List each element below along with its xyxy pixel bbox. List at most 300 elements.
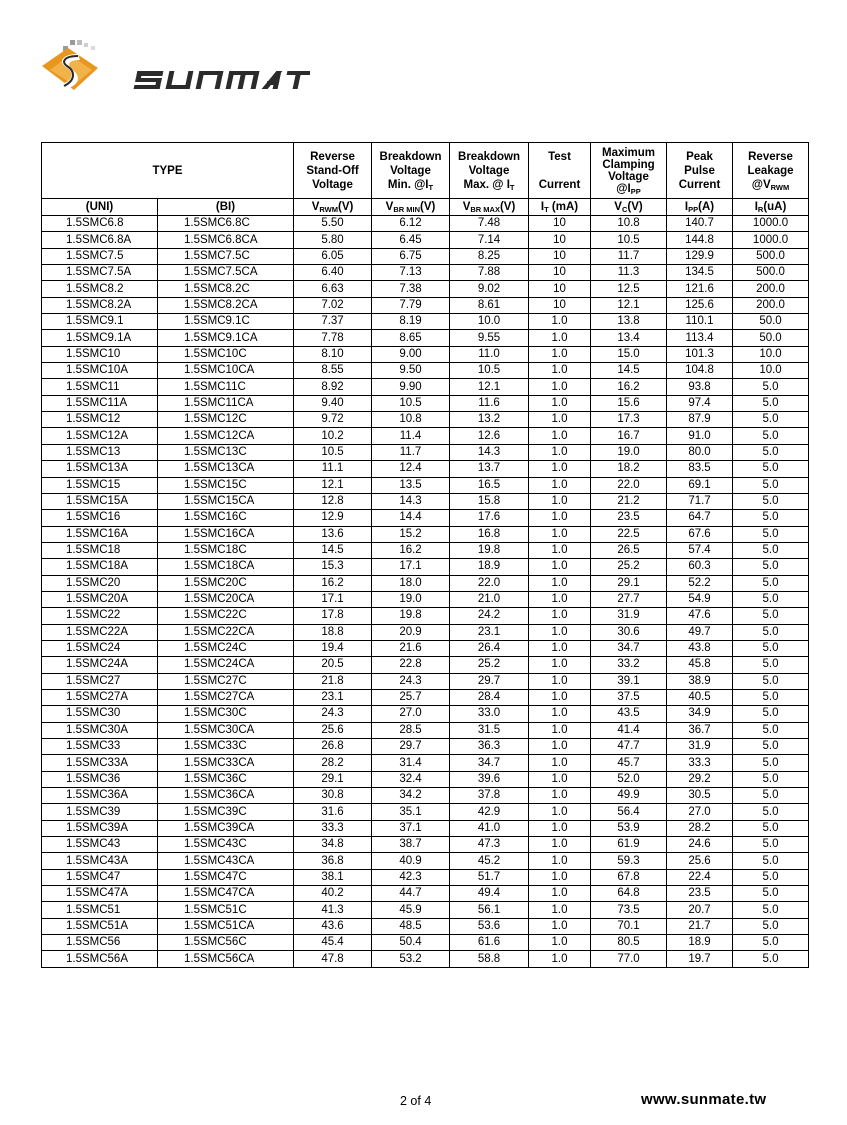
cell-bi: 1.5SMC16C: [158, 510, 294, 526]
unit-vbrmax-main: V: [462, 201, 471, 213]
cell-vc: 43.5: [591, 706, 667, 722]
cell-vc: 23.5: [591, 510, 667, 526]
unit-ir-main: I: [754, 201, 758, 213]
cell-ipp: 47.6: [667, 608, 733, 624]
cell-bi: 1.5SMC30C: [158, 706, 294, 722]
cell-vrwm: 41.3: [294, 902, 372, 918]
cell-uni: 1.5SMC22: [42, 608, 158, 624]
table-row: [42, 395, 809, 411]
cell-bi: 1.5SMC6.8C: [158, 216, 294, 232]
cell-vbrmin: 53.2: [372, 951, 450, 967]
cell-ir: 5.0: [733, 755, 809, 771]
header-vbrmax-l1: Breakdown: [458, 150, 521, 163]
cell-it: 1.0: [529, 542, 591, 558]
unit-vrwm-sub: RWM: [319, 205, 338, 214]
cell-ir: 5.0: [733, 771, 809, 787]
cell-vc: 26.5: [591, 542, 667, 558]
cell-vc: 29.1: [591, 575, 667, 591]
cell-vbrmax: 13.2: [450, 412, 529, 428]
cell-ir: 5.0: [733, 542, 809, 558]
table-row: [42, 575, 809, 591]
cell-vc: 13.4: [591, 330, 667, 346]
cell-vrwm: 17.8: [294, 608, 372, 624]
cell-vbrmax: 49.4: [450, 886, 529, 902]
cell-vbrmax: 53.6: [450, 918, 529, 934]
cell-vrwm: 8.10: [294, 346, 372, 362]
unit-it-unit: (mA): [548, 201, 579, 213]
cell-bi: 1.5SMC33C: [158, 739, 294, 755]
cell-bi: 1.5SMC15C: [158, 477, 294, 493]
cell-vbrmin: 16.2: [372, 542, 450, 558]
cell-ir: 5.0: [733, 722, 809, 738]
cell-it: 10: [529, 265, 591, 281]
cell-ir: 5.0: [733, 689, 809, 705]
cell-vbrmax: 17.6: [450, 510, 529, 526]
cell-vc: 34.7: [591, 640, 667, 656]
cell-vbrmin: 42.3: [372, 869, 450, 885]
cell-vc: 12.5: [591, 281, 667, 297]
cell-it: 1.0: [529, 608, 591, 624]
table-row: [42, 510, 809, 526]
cell-vbrmin: 10.8: [372, 412, 450, 428]
cell-vc: 16.7: [591, 428, 667, 444]
header-row-titles: [42, 143, 809, 199]
unit-vc-sub: C: [621, 205, 628, 214]
cell-bi: 1.5SMC12CA: [158, 428, 294, 444]
cell-ipp: 19.7: [667, 951, 733, 967]
cell-vc: 22.5: [591, 526, 667, 542]
cell-ipp: 69.1: [667, 477, 733, 493]
cell-vbrmin: 10.5: [372, 395, 450, 411]
cell-it: 1.0: [529, 428, 591, 444]
cell-ipp: 23.5: [667, 886, 733, 902]
cell-vc: 27.7: [591, 591, 667, 607]
cell-ipp: 31.9: [667, 739, 733, 755]
cell-bi: 1.5SMC36CA: [158, 788, 294, 804]
cell-vbrmin: 13.5: [372, 477, 450, 493]
cell-vbrmin: 8.65: [372, 330, 450, 346]
cell-ipp: 125.6: [667, 297, 733, 313]
cell-bi: 1.5SMC13CA: [158, 461, 294, 477]
cell-ipp: 129.9: [667, 248, 733, 264]
spec-table: [41, 142, 809, 968]
table-row: [42, 265, 809, 281]
cell-vrwm: 14.5: [294, 542, 372, 558]
cell-uni: 1.5SMC12A: [42, 428, 158, 444]
unit-vbrmin-sub: BR MIN: [393, 205, 421, 214]
cell-vrwm: 40.2: [294, 886, 372, 902]
header-vbrmin-l1: Breakdown: [379, 150, 442, 163]
cell-ir: 5.0: [733, 853, 809, 869]
page-number: 2 of 4: [400, 1094, 432, 1108]
cell-bi: 1.5SMC13C: [158, 444, 294, 460]
cell-ipp: 28.2: [667, 820, 733, 836]
cell-vbrmax: 29.7: [450, 673, 529, 689]
cell-ir: 5.0: [733, 510, 809, 526]
header-vrwm-l3: Voltage: [312, 178, 353, 191]
cell-vc: 53.9: [591, 820, 667, 836]
cell-it: 1.0: [529, 624, 591, 640]
cell-it: 10: [529, 248, 591, 264]
cell-uni: 1.5SMC16: [42, 510, 158, 526]
cell-ipp: 38.9: [667, 673, 733, 689]
cell-vc: 21.2: [591, 493, 667, 509]
cell-ir: 5.0: [733, 918, 809, 934]
cell-bi: 1.5SMC39C: [158, 804, 294, 820]
unit-vc-unit: (V): [627, 201, 643, 213]
cell-it: 1.0: [529, 493, 591, 509]
cell-vbrmin: 25.7: [372, 689, 450, 705]
cell-uni: 1.5SMC39A: [42, 820, 158, 836]
cell-uni: 1.5SMC33A: [42, 755, 158, 771]
cell-vbrmin: 50.4: [372, 935, 450, 951]
table-row: [42, 771, 809, 787]
unit-it-main: I: [540, 201, 545, 213]
cell-vc: 45.7: [591, 755, 667, 771]
unit-it: [529, 199, 591, 216]
cell-uni: 1.5SMC36: [42, 771, 158, 787]
table-row: [42, 216, 809, 232]
cell-uni: 1.5SMC22A: [42, 624, 158, 640]
cell-vc: 11.3: [591, 265, 667, 281]
cell-vc: 73.5: [591, 902, 667, 918]
cell-vbrmax: 23.1: [450, 624, 529, 640]
table-row: [42, 853, 809, 869]
cell-ir: 5.0: [733, 820, 809, 836]
header-ipp-l3: Current: [678, 178, 721, 191]
unit-ipp-unit: (A): [698, 201, 715, 213]
cell-vbrmax: 12.1: [450, 379, 529, 395]
cell-ipp: 34.9: [667, 706, 733, 722]
cell-vrwm: 20.5: [294, 657, 372, 673]
cell-vbrmin: 19.8: [372, 608, 450, 624]
header-ipp-l1: Peak: [686, 150, 713, 163]
cell-it: 1.0: [529, 559, 591, 575]
cell-bi: 1.5SMC10C: [158, 346, 294, 362]
cell-vc: 11.7: [591, 248, 667, 264]
table-row: [42, 755, 809, 771]
cell-vbrmin: 35.1: [372, 804, 450, 820]
cell-vbrmin: 7.38: [372, 281, 450, 297]
cell-vbrmax: 51.7: [450, 869, 529, 885]
cell-ipp: 40.5: [667, 689, 733, 705]
cell-vbrmax: 18.9: [450, 559, 529, 575]
cell-vrwm: 38.1: [294, 869, 372, 885]
cell-vc: 47.7: [591, 739, 667, 755]
unit-vbrmin-unit: (V): [420, 201, 436, 213]
cell-uni: 1.5SMC9.1: [42, 314, 158, 330]
cell-vrwm: 7.37: [294, 314, 372, 330]
unit-vbrmax-unit: (V): [499, 201, 516, 213]
cell-it: 1.0: [529, 363, 591, 379]
cell-vbrmin: 7.13: [372, 265, 450, 281]
cell-vc: 15.0: [591, 346, 667, 362]
cell-uni: 1.5SMC11: [42, 379, 158, 395]
cell-it: 1.0: [529, 918, 591, 934]
table-row: [42, 788, 809, 804]
cell-it: 1.0: [529, 657, 591, 673]
table-row: [42, 542, 809, 558]
website-url: www.sunmate.tw: [641, 1091, 767, 1108]
table-row: [42, 477, 809, 493]
cell-vbrmin: 14.3: [372, 493, 450, 509]
table-row: [42, 379, 809, 395]
cell-uni: 1.5SMC6.8: [42, 216, 158, 232]
cell-vc: 37.5: [591, 689, 667, 705]
cell-vbrmin: 6.12: [372, 216, 450, 232]
header-vc-l2: Clamping: [602, 158, 655, 171]
cell-vrwm: 5.80: [294, 232, 372, 248]
unit-ir: [733, 199, 809, 216]
cell-ipp: 33.3: [667, 755, 733, 771]
cell-vrwm: 15.3: [294, 559, 372, 575]
cell-vbrmin: 40.9: [372, 853, 450, 869]
cell-vrwm: 6.63: [294, 281, 372, 297]
cell-vc: 10.8: [591, 216, 667, 232]
header-vc-l3: Voltage: [608, 170, 649, 183]
cell-ir: 5.0: [733, 575, 809, 591]
cell-vbrmax: 7.88: [450, 265, 529, 281]
cell-ir: 5.0: [733, 624, 809, 640]
cell-vc: 16.2: [591, 379, 667, 395]
table-row: [42, 673, 809, 689]
table-row: [42, 902, 809, 918]
cell-vc: 31.9: [591, 608, 667, 624]
cell-uni: 1.5SMC24A: [42, 657, 158, 673]
cell-vrwm: 10.2: [294, 428, 372, 444]
cell-uni: 1.5SMC6.8A: [42, 232, 158, 248]
cell-bi: 1.5SMC51CA: [158, 918, 294, 934]
cell-vc: 22.0: [591, 477, 667, 493]
cell-vbrmin: 44.7: [372, 886, 450, 902]
cell-uni: 1.5SMC8.2: [42, 281, 158, 297]
cell-uni: 1.5SMC15A: [42, 493, 158, 509]
cell-it: 10: [529, 216, 591, 232]
cell-bi: 1.5SMC51C: [158, 902, 294, 918]
header-ir: [733, 143, 809, 199]
cell-vbrmax: 33.0: [450, 706, 529, 722]
cell-ipp: 101.3: [667, 346, 733, 362]
cell-uni: 1.5SMC20: [42, 575, 158, 591]
cell-ipp: 64.7: [667, 510, 733, 526]
cell-bi: 1.5SMC56C: [158, 935, 294, 951]
cell-ir: 5.0: [733, 379, 809, 395]
cell-vbrmax: 16.8: [450, 526, 529, 542]
header-it-l1: Test: [548, 150, 571, 163]
header-vbrmax: [450, 143, 529, 199]
cell-ir: 5.0: [733, 395, 809, 411]
cell-ir: 5.0: [733, 739, 809, 755]
cell-it: 1.0: [529, 461, 591, 477]
cell-uni: 1.5SMC51: [42, 902, 158, 918]
cell-ipp: 91.0: [667, 428, 733, 444]
cell-bi: 1.5SMC20CA: [158, 591, 294, 607]
table-row: [42, 624, 809, 640]
sunmate-logo: [40, 40, 310, 100]
spec-table-body: [42, 216, 809, 968]
cell-uni: 1.5SMC18: [42, 542, 158, 558]
cell-vbrmax: 13.7: [450, 461, 529, 477]
cell-ipp: 57.4: [667, 542, 733, 558]
cell-ir: 5.0: [733, 869, 809, 885]
cell-vbrmax: 8.61: [450, 297, 529, 313]
cell-bi: 1.5SMC27CA: [158, 689, 294, 705]
cell-vrwm: 21.8: [294, 673, 372, 689]
cell-vc: 15.6: [591, 395, 667, 411]
cell-uni: 1.5SMC18A: [42, 559, 158, 575]
unit-uni: (UNI): [42, 199, 158, 216]
cell-bi: 1.5SMC22CA: [158, 624, 294, 640]
cell-it: 1.0: [529, 575, 591, 591]
cell-bi: 1.5SMC7.5CA: [158, 265, 294, 281]
cell-bi: 1.5SMC20C: [158, 575, 294, 591]
cell-it: 1.0: [529, 330, 591, 346]
cell-bi: 1.5SMC6.8CA: [158, 232, 294, 248]
cell-bi: 1.5SMC9.1CA: [158, 330, 294, 346]
cell-vc: 30.6: [591, 624, 667, 640]
cell-vbrmax: 7.14: [450, 232, 529, 248]
cell-bi: 1.5SMC18C: [158, 542, 294, 558]
cell-vbrmin: 9.00: [372, 346, 450, 362]
cell-vbrmin: 14.4: [372, 510, 450, 526]
header-vc: [591, 143, 667, 199]
cell-ipp: 30.5: [667, 788, 733, 804]
cell-vbrmin: 11.7: [372, 444, 450, 460]
header-vbrmax-l3: Max. @ I: [463, 178, 510, 191]
cell-vbrmin: 38.7: [372, 837, 450, 853]
cell-uni: 1.5SMC30: [42, 706, 158, 722]
cell-it: 1.0: [529, 820, 591, 836]
cell-vrwm: 43.6: [294, 918, 372, 934]
cell-vc: 10.5: [591, 232, 667, 248]
cell-vbrmax: 25.2: [450, 657, 529, 673]
table-row: [42, 722, 809, 738]
cell-ir: 5.0: [733, 428, 809, 444]
unit-vrwm: [294, 199, 372, 216]
cell-bi: 1.5SMC33CA: [158, 755, 294, 771]
cell-vrwm: 28.2: [294, 755, 372, 771]
cell-bi: 1.5SMC47CA: [158, 886, 294, 902]
cell-vbrmax: 41.0: [450, 820, 529, 836]
cell-ipp: 18.9: [667, 935, 733, 951]
cell-it: 1.0: [529, 689, 591, 705]
cell-it: 1.0: [529, 640, 591, 656]
cell-it: 1.0: [529, 379, 591, 395]
cell-ipp: 60.3: [667, 559, 733, 575]
cell-vc: 18.2: [591, 461, 667, 477]
unit-ir-sub: R: [757, 205, 764, 214]
cell-uni: 1.5SMC43A: [42, 853, 158, 869]
cell-ir: 5.0: [733, 657, 809, 673]
cell-bi: 1.5SMC11CA: [158, 395, 294, 411]
cell-vc: 39.1: [591, 673, 667, 689]
cell-uni: 1.5SMC8.2A: [42, 297, 158, 313]
header-vbrmin-sub: T: [428, 182, 434, 192]
cell-bi: 1.5SMC24C: [158, 640, 294, 656]
cell-it: 1.0: [529, 444, 591, 460]
cell-vc: 67.8: [591, 869, 667, 885]
cell-vbrmax: 11.6: [450, 395, 529, 411]
cell-vc: 64.8: [591, 886, 667, 902]
header-ir-l2: Leakage: [747, 164, 794, 177]
table-row: [42, 951, 809, 967]
cell-it: 1.0: [529, 853, 591, 869]
cell-vrwm: 5.50: [294, 216, 372, 232]
cell-vc: 17.3: [591, 412, 667, 428]
cell-ipp: 21.7: [667, 918, 733, 934]
cell-uni: 1.5SMC13: [42, 444, 158, 460]
cell-vrwm: 29.1: [294, 771, 372, 787]
table-row: [42, 248, 809, 264]
cell-bi: 1.5SMC24CA: [158, 657, 294, 673]
cell-uni: 1.5SMC11A: [42, 395, 158, 411]
cell-vbrmax: 12.6: [450, 428, 529, 444]
cell-ir: 10.0: [733, 363, 809, 379]
unit-ipp-main: I: [684, 201, 689, 213]
cell-vrwm: 8.92: [294, 379, 372, 395]
cell-uni: 1.5SMC7.5: [42, 248, 158, 264]
table-row: [42, 918, 809, 934]
cell-vbrmax: 39.6: [450, 771, 529, 787]
table-row: [42, 657, 809, 673]
cell-vbrmin: 17.1: [372, 559, 450, 575]
cell-vbrmin: 9.90: [372, 379, 450, 395]
cell-ipp: 45.8: [667, 657, 733, 673]
cell-vbrmax: 8.25: [450, 248, 529, 264]
cell-ir: 5.0: [733, 951, 809, 967]
unit-ir-unit: (uA): [763, 201, 787, 213]
cell-it: 1.0: [529, 739, 591, 755]
cell-vrwm: 31.6: [294, 804, 372, 820]
table-row: [42, 412, 809, 428]
cell-bi: 1.5SMC39CA: [158, 820, 294, 836]
table-row: [42, 820, 809, 836]
cell-uni: 1.5SMC10A: [42, 363, 158, 379]
cell-ipp: 83.5: [667, 461, 733, 477]
header-ipp-l2: Pulse: [684, 164, 715, 177]
cell-vbrmin: 21.6: [372, 640, 450, 656]
cell-vc: 33.2: [591, 657, 667, 673]
cell-ir: 500.0: [733, 265, 809, 281]
cell-ir: 5.0: [733, 706, 809, 722]
cell-ir: 5.0: [733, 673, 809, 689]
header-it: [529, 143, 591, 199]
cell-vbrmin: 27.0: [372, 706, 450, 722]
cell-ir: 5.0: [733, 477, 809, 493]
unit-ipp-sub: PP: [688, 205, 699, 214]
unit-vc: [591, 199, 667, 216]
cell-bi: 1.5SMC36C: [158, 771, 294, 787]
table-row: [42, 591, 809, 607]
cell-uni: 1.5SMC13A: [42, 461, 158, 477]
cell-vc: 70.1: [591, 918, 667, 934]
cell-ir: 5.0: [733, 608, 809, 624]
cell-ipp: 93.8: [667, 379, 733, 395]
cell-vc: 41.4: [591, 722, 667, 738]
cell-ir: 5.0: [733, 559, 809, 575]
cell-vc: 77.0: [591, 951, 667, 967]
unit-it-sub: T: [544, 205, 549, 214]
cell-bi: 1.5SMC9.1C: [158, 314, 294, 330]
cell-bi: 1.5SMC16CA: [158, 526, 294, 542]
cell-vrwm: 13.6: [294, 526, 372, 542]
table-row: [42, 706, 809, 722]
cell-vrwm: 23.1: [294, 689, 372, 705]
cell-ipp: 43.8: [667, 640, 733, 656]
cell-ir: 5.0: [733, 444, 809, 460]
cell-ipp: 104.8: [667, 363, 733, 379]
cell-vbrmin: 19.0: [372, 591, 450, 607]
